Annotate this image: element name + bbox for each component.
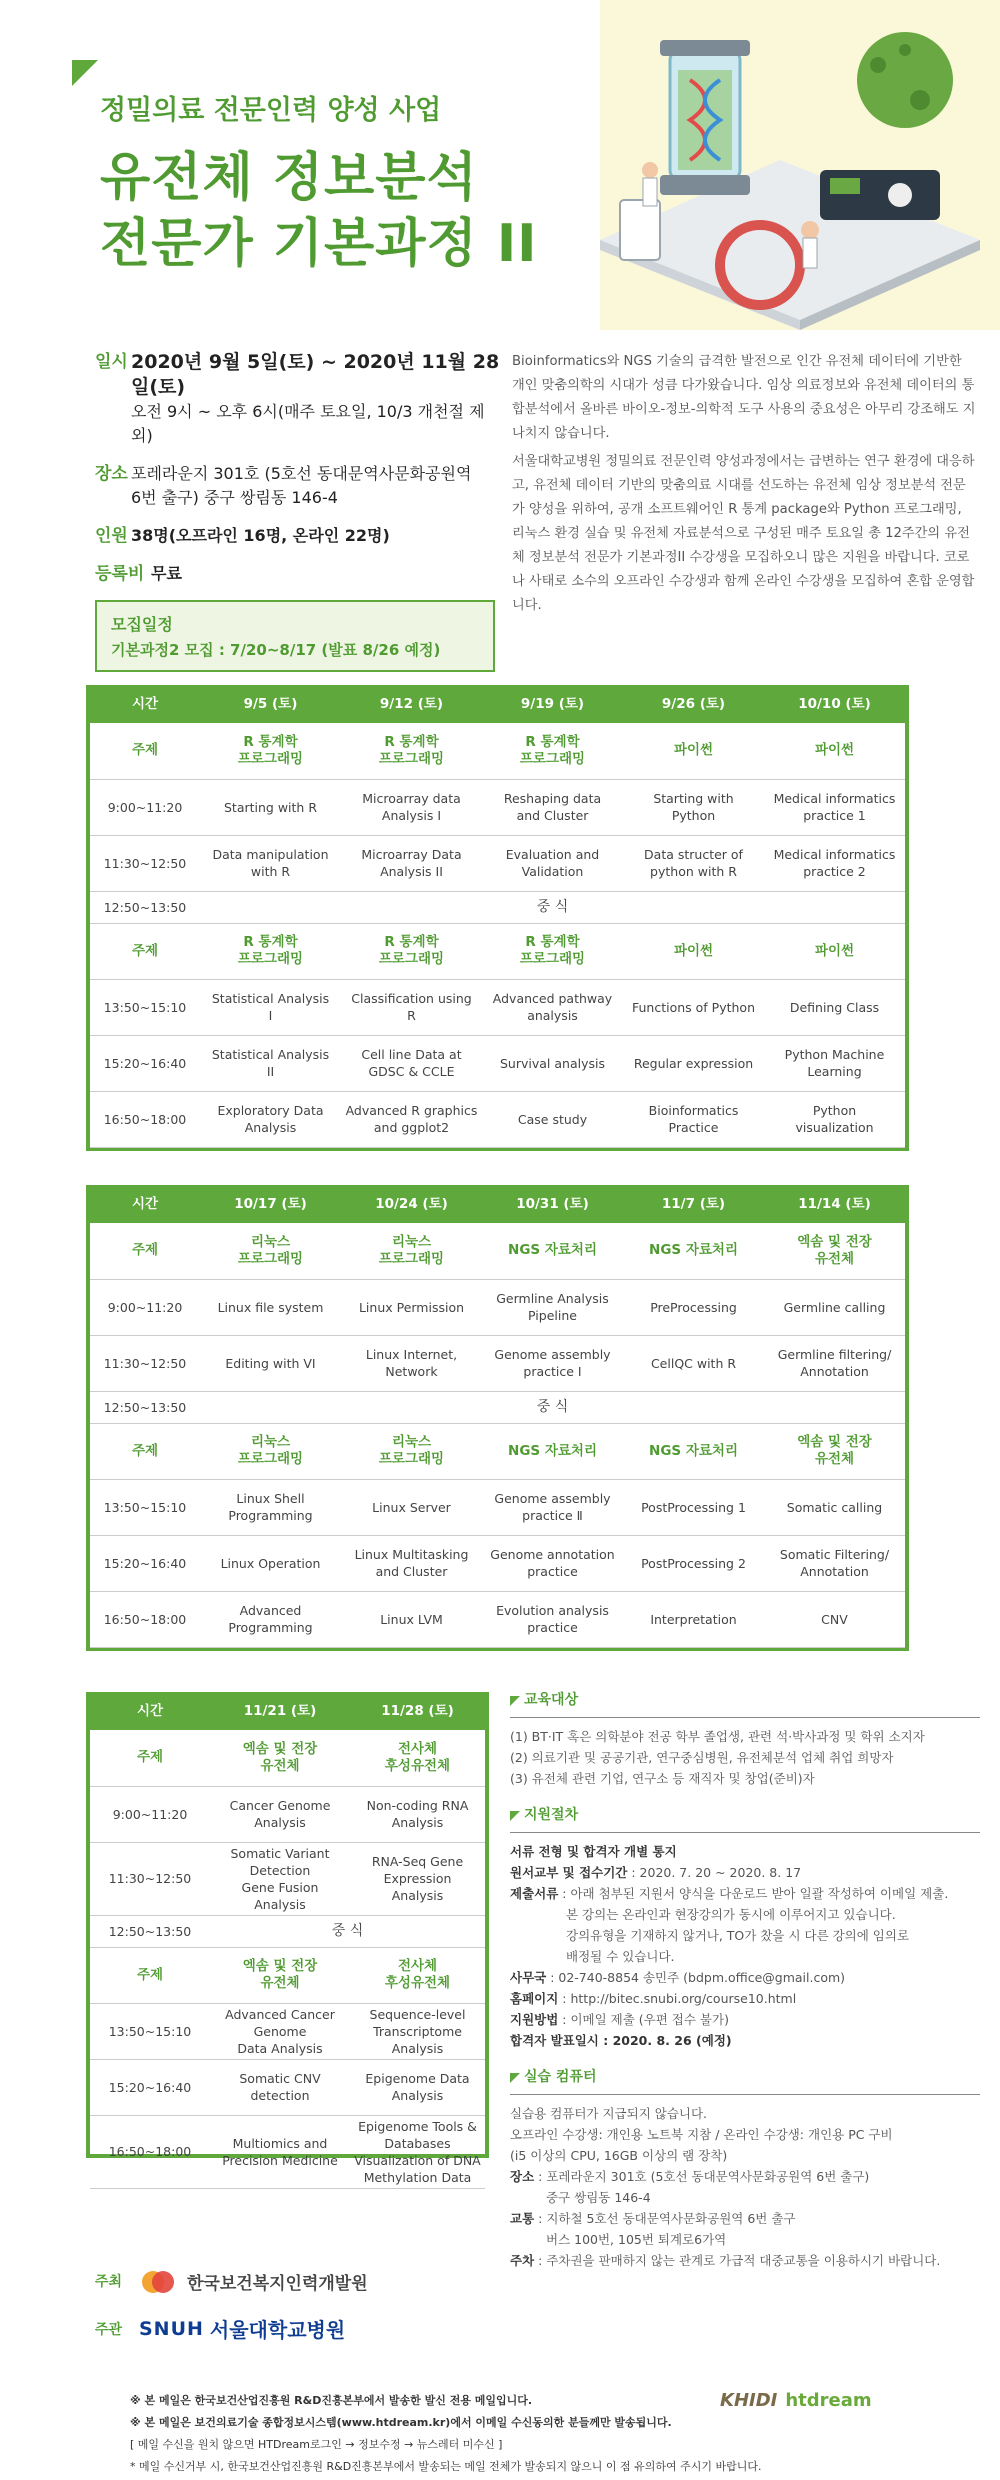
session-cell: Bioinformatics Practice	[623, 1091, 764, 1147]
apply-office: 사무국 : 02-740-8854 송민주 (bdpm.office@gmail.com)	[510, 1970, 846, 1985]
topic-cell: NGS 자료처리	[482, 1223, 623, 1279]
apply-method: 지원방법 : 이메일 제출 (우편 접수 불가)	[510, 2012, 729, 2027]
apply-heading	[510, 1805, 980, 1826]
info-place-label: 장소	[95, 464, 128, 484]
organizer-name: 서울대학교병원	[209, 2318, 346, 2342]
time-cell: 11:30~12:50	[90, 1335, 200, 1391]
host-name: 한국보건복지인력개발원	[187, 2273, 368, 2294]
session-cell: Microarray Data Analysis II	[341, 835, 482, 891]
session-cell: Python Machine Learning	[764, 1035, 905, 1091]
info-fee-value: 무료	[151, 564, 182, 583]
date-header: 10/10 (토)	[764, 685, 905, 723]
triangle-icon	[510, 2073, 520, 2083]
table-row	[90, 685, 905, 723]
topic-label: 주제	[90, 1947, 210, 2003]
divider	[510, 1832, 980, 1833]
time-cell: 9:00~11:20	[90, 1786, 210, 1842]
date-header: 11/28 (토)	[350, 1692, 485, 1730]
organizer-label: 주관	[95, 2321, 123, 2338]
session-cell: Data structer of python with R	[623, 835, 764, 891]
topic-cell: 파이썬	[764, 923, 905, 979]
session-cell: Cell line Data at GDSC & CCLE	[341, 1035, 482, 1091]
session-cell: Linux Shell Programming	[200, 1479, 341, 1535]
table-row	[90, 1035, 905, 1091]
info-date-label: 일시	[95, 352, 128, 372]
organizer-row	[95, 2314, 595, 2343]
topic-label: 주제	[90, 923, 200, 979]
session-cell: Classification using R	[341, 979, 482, 1035]
pc-heading	[510, 2067, 980, 2088]
pc-traffic-line: 버스 100번, 105번 퇴계로6가역	[546, 2232, 727, 2247]
session-cell: Advanced R graphics and ggplot2	[341, 1091, 482, 1147]
time-header: 시간	[90, 1692, 210, 1730]
lunch-cell: 중 식	[210, 1915, 485, 1947]
session-cell: Interpretation	[623, 1591, 764, 1647]
hero-title-line1: 유전체 정보분석	[100, 148, 478, 208]
course-info	[95, 350, 505, 672]
table-row	[90, 1842, 485, 1915]
topic-cell: R 통계학 프로그래밍	[341, 723, 482, 779]
homepage-link[interactable]: : http://bitec.snubi.org/course10.html	[558, 1991, 797, 2006]
apply-homepage: 홈페이지 : http://bitec.snubi.org/course10.html	[510, 1991, 797, 2006]
session-cell: Germline calling	[764, 1279, 905, 1335]
time-cell: 11:30~12:50	[90, 835, 200, 891]
khidi-logo: KHIDI	[720, 2390, 778, 2411]
pc-traffic: 교통 : 지하철 5호선 동대문역사문화공원역 6번 출구	[510, 2211, 796, 2226]
table-row	[90, 1591, 905, 1647]
session-cell: Python visualization	[764, 1091, 905, 1147]
session-cell: Linux Multitasking and Cluster	[341, 1535, 482, 1591]
session-cell: Sequence-level Transcriptome Analysis	[350, 2003, 485, 2059]
session-cell: Linux Permission	[341, 1279, 482, 1335]
intro-paragraph-1: Bioinformatics와 NGS 기술의 급격한 발전으로 인간 유전체 데이터에 기반한 개인 맞춤의학의 시대가 성큼 다가왔습니다. 임상 의료정보와 유전체 데이터의 통합분석에서 올바른 바이오-정보-의학적 도구 사용의 중요성은 아무리 강조해도 지나치지 않습니다.	[512, 354, 976, 441]
session-cell: Advanced Cancer Genome Data Analysis	[210, 2003, 350, 2059]
table-row	[90, 1479, 905, 1535]
time-cell: 9:00~11:20	[90, 1279, 200, 1335]
topic-cell: 엑솜 및 전장 유전체	[764, 1223, 905, 1279]
session-cell: Starting with R	[200, 779, 341, 835]
session-cell: Epigenome Tools & Databases Visualization of DNA Methylation Data	[350, 2115, 485, 2188]
topic-cell: 엑솜 및 전장 유전체	[210, 1730, 350, 1786]
time-cell: 15:20~16:40	[90, 1035, 200, 1091]
info-place	[95, 462, 505, 510]
pc-place: 장소 : 포레라운지 301호 (5호선 동대문역사문화공원역 6번 출구)	[510, 2169, 870, 2184]
host-row	[95, 2266, 595, 2296]
session-cell: Linux Server	[341, 1479, 482, 1535]
table-row	[90, 1391, 905, 1423]
table-row	[90, 1279, 905, 1335]
topic-cell: 리눅스 프로그래밍	[341, 1223, 482, 1279]
session-cell: Survival analysis	[482, 1035, 623, 1091]
table-row	[90, 835, 905, 891]
table-row	[90, 723, 905, 779]
info-date	[95, 350, 505, 448]
session-cell: Evaluation and Validation	[482, 835, 623, 891]
session-cell: Regular expression	[623, 1035, 764, 1091]
table-row	[90, 2003, 485, 2059]
session-cell: Somatic Variant Detection Gene Fusion Analysis	[210, 1842, 350, 1915]
footer-line: * 메일 수신거부 시, 한국보건산업진흥원 R&D진흥본부에서 발송되는 메일 전체가 발송되지 않으니 이 점 유의하여 주시기 바랍니다.	[130, 2460, 762, 2473]
session-cell: Reshaping data and Cluster	[482, 779, 623, 835]
session-cell: Linux file system	[200, 1279, 341, 1335]
time-cell: 11:30~12:50	[90, 1842, 210, 1915]
apply-period: 원서교부 및 접수기간 : 2020. 7. 20 ~ 2020. 8. 17	[510, 1865, 802, 1880]
session-cell: Advanced pathway analysis	[482, 979, 623, 1035]
target-title: 교육대상	[524, 1692, 579, 1708]
topic-label: 주제	[90, 723, 200, 779]
recruit-box	[95, 600, 495, 672]
hero-title	[100, 145, 538, 277]
session-cell: Somatic Filtering/ Annotation	[764, 1535, 905, 1591]
recruit-text: 기본과정2 모집 : 7/20~8/17 (발표 8/26 예정)	[111, 641, 441, 659]
session-cell: Defining Class	[764, 979, 905, 1035]
topic-cell: R 통계학 프로그래밍	[341, 923, 482, 979]
session-cell: Advanced Programming	[200, 1591, 341, 1647]
topic-label: 주제	[90, 1223, 200, 1279]
table-row	[90, 2115, 485, 2188]
target-item: (2) 의료기관 및 공공기관, 연구중심병원, 유전체분석 업체 취업 희망자	[510, 1750, 894, 1765]
topic-cell: 파이썬	[764, 723, 905, 779]
hero-section	[0, 0, 1000, 330]
sidebar-info	[510, 1690, 980, 2287]
pc-line: (i5 이상의 CPU, 16GB 이상의 램 장착)	[510, 2148, 728, 2163]
time-cell: 13:50~15:10	[90, 2003, 210, 2059]
schedule-table	[90, 685, 905, 1148]
topic-cell: 파이썬	[623, 923, 764, 979]
session-cell: Genome annotation practice	[482, 1535, 623, 1591]
triangle-icon	[510, 1696, 520, 1706]
topic-label: 주제	[90, 1423, 200, 1479]
pc-line: 실습용 컴퓨터가 지급되지 않습니다.	[510, 2106, 708, 2121]
session-cell: Data manipulation with R	[200, 835, 341, 891]
table-row	[90, 1947, 485, 2003]
table-row	[90, 1915, 485, 1947]
session-cell: Exploratory Data Analysis	[200, 1091, 341, 1147]
topic-cell: 엑솜 및 전장 유전체	[764, 1423, 905, 1479]
snuh-logo: SNUH	[139, 2317, 204, 2340]
organizers	[95, 2266, 595, 2361]
info-fee	[95, 562, 505, 586]
session-cell: Medical informatics practice 1	[764, 779, 905, 835]
time-cell: 12:50~13:50	[90, 1391, 200, 1423]
time-cell: 13:50~15:10	[90, 1479, 200, 1535]
table-row	[90, 1692, 485, 1730]
topic-cell: R 통계학 프로그래밍	[200, 723, 341, 779]
info-date-sub: 오전 9시 ~ 오후 6시(매주 토요일, 10/3 개천절 제외)	[131, 402, 485, 445]
topic-cell: NGS 자료처리	[623, 1423, 764, 1479]
table-row	[90, 1335, 905, 1391]
session-cell: PreProcessing	[623, 1279, 764, 1335]
session-cell: Starting with Python	[623, 779, 764, 835]
apply-list	[510, 1841, 980, 2051]
intro-paragraph-2: 서울대학교병원 정밀의료 전문인력 양성과정에서는 급변하는 연구 환경에 대응하고, 유전체 데이터 기반의 맞춤의료 시대를 선도하는 유전체 임상 정보분석 전문가 양성을 위하여, 공개 소프트웨어인 R 통계 package와 Python 프로그래밍, 리눅스 환경 실습 및 유전체 자료분석으로 구성된 매주 토요일 총 12주간의 유전체 정보분석 전문가 기본과정II 수강생을 모집하오니 많은 지원을 바랍니다. 코로나 사태로 소수의 오프라인 수강생과 함께 온라인 수강생을 모집하여 혼합 운영합니다.	[512, 454, 975, 613]
lunch-cell: 중 식	[200, 891, 905, 923]
pc-place-line: 중구 쌍림동 146-4	[546, 2190, 651, 2205]
topic-cell: 파이썬	[623, 723, 764, 779]
target-heading	[510, 1690, 980, 1711]
time-cell: 12:50~13:50	[90, 1915, 210, 1947]
session-cell: Statistical Analysis II	[200, 1035, 341, 1091]
time-cell: 15:20~16:40	[90, 1535, 200, 1591]
session-cell: Functions of Python	[623, 979, 764, 1035]
topic-cell: NGS 자료처리	[482, 1423, 623, 1479]
host-label: 주최	[95, 2274, 123, 2290]
apply-docs-line: 강의유형을 기재하지 않거나, TO가 찼을 시 다른 강의에 임의로	[566, 1928, 910, 1943]
topic-cell: R 통계학 프로그래밍	[482, 723, 623, 779]
date-header: 10/24 (토)	[341, 1185, 482, 1223]
session-cell: Germline filtering/ Annotation	[764, 1335, 905, 1391]
pc-title: 실습 컴퓨터	[524, 2069, 597, 2085]
info-place-value: 포레라운지 301호 (5호선 동대문역사문화공원역	[131, 464, 472, 483]
session-cell: RNA-Seq Gene Expression Analysis	[350, 1842, 485, 1915]
table-row	[90, 1223, 905, 1279]
table-row	[90, 1423, 905, 1479]
info-fee-label: 등록비	[95, 564, 145, 584]
date-header: 9/19 (토)	[482, 685, 623, 723]
divider	[510, 2094, 980, 2095]
hero-subtitle: 정밀의료 전문인력 양성 사업	[100, 95, 442, 126]
session-cell: Linux LVM	[341, 1591, 482, 1647]
topic-cell: R 통계학 프로그래밍	[482, 923, 623, 979]
session-cell: Statistical Analysis I	[200, 979, 341, 1035]
info-people	[95, 524, 505, 548]
table-row	[90, 779, 905, 835]
date-header: 9/12 (토)	[341, 685, 482, 723]
table-row	[90, 2059, 485, 2115]
apply-title: 지원절차	[524, 1807, 579, 1823]
session-cell: Microarray data Analysis I	[341, 779, 482, 835]
triangle-icon	[510, 1811, 520, 1821]
topic-cell: 전사체 후성유전체	[350, 1947, 485, 2003]
footer-line: ※ 본 메일은 보건의료기술 종합정보시스템(www.htdream.kr)에서 이메일 수신동의한 분들께만 발송됩니다.	[130, 2416, 672, 2429]
footer-logos	[720, 2390, 872, 2411]
table-row	[90, 1185, 905, 1223]
schedule-table	[90, 1185, 905, 1648]
session-cell: Linux Internet, Network	[341, 1335, 482, 1391]
footer-line: ※ 본 메일은 한국보건산업진흥원 R&D진흥본부에서 발송한 발신 전용 메일입니다.	[130, 2394, 533, 2407]
table-row	[90, 891, 905, 923]
session-cell: Cancer Genome Analysis	[210, 1786, 350, 1842]
apply-docs: 제출서류 : 아래 첨부된 지원서 양식을 다운로드 받아 일괄 작성하여 이메일 제출.	[510, 1886, 949, 1901]
recruit-title: 모집일정	[111, 615, 173, 634]
topic-cell: 전사체 후성유전체	[350, 1730, 485, 1786]
apply-result: 합격자 발표일시 : 2020. 8. 26 (예정)	[510, 2033, 732, 2048]
session-cell: CNV	[764, 1591, 905, 1647]
time-cell: 12:50~13:50	[90, 891, 200, 923]
time-cell: 16:50~18:00	[90, 1591, 200, 1647]
table-row	[90, 1091, 905, 1147]
table-row	[90, 923, 905, 979]
apply-docs-line: 배정될 수 있습니다.	[566, 1949, 675, 1964]
topic-cell: R 통계학 프로그래밍	[200, 923, 341, 979]
target-item: (3) 유전체 관련 기업, 연구소 등 재직자 및 창업(준비)자	[510, 1771, 815, 1786]
date-header: 9/5 (토)	[200, 685, 341, 723]
divider	[510, 1717, 980, 1718]
session-cell: Somatic calling	[764, 1479, 905, 1535]
info-people-label: 인원	[95, 526, 128, 546]
topic-cell: 리눅스 프로그래밍	[200, 1223, 341, 1279]
pc-line: 오프라인 수강생: 개인용 노트북 지참 / 온라인 수강생: 개인용 PC 구비	[510, 2127, 893, 2142]
schedule-table	[90, 1692, 485, 2189]
session-cell: Linux Operation	[200, 1535, 341, 1591]
lab-illustration	[560, 10, 1000, 330]
session-cell: Genome assembly practice Ⅱ	[482, 1479, 623, 1535]
target-list	[510, 1726, 980, 1789]
time-header: 시간	[90, 1185, 200, 1223]
target-item: (1) BT·IT 혹은 의학분야 전공 학부 졸업생, 관련 석·박사과정 및 학위 소지자	[510, 1729, 925, 1744]
pc-list	[510, 2103, 980, 2271]
session-cell: Germline Analysis Pipeline	[482, 1279, 623, 1335]
topic-label: 주제	[90, 1730, 210, 1786]
topic-cell: NGS 자료처리	[623, 1223, 764, 1279]
date-header: 11/21 (토)	[210, 1692, 350, 1730]
htdream-logo: htdream	[785, 2390, 872, 2411]
date-header: 10/17 (토)	[200, 1185, 341, 1223]
session-cell: Medical informatics practice 2	[764, 835, 905, 891]
date-header: 11/7 (토)	[623, 1185, 764, 1223]
apply-docs-line: 본 강의는 온라인과 현장강의가 동시에 이루어지고 있습니다.	[566, 1907, 896, 1922]
session-cell: Multiomics and Precision Medicine	[210, 2115, 350, 2188]
session-cell: Non-coding RNA Analysis	[350, 1786, 485, 1842]
pc-parking: 주차 : 주차권을 판매하지 않는 관계로 가급적 대중교통을 이용하시기 바랍니다.	[510, 2253, 941, 2268]
session-cell: PostProcessing 1	[623, 1479, 764, 1535]
date-header: 11/14 (토)	[764, 1185, 905, 1223]
footer-line: [ 메일 수신을 원치 않으면 HTDream로그인 → 정보수정 → 뉴스레터 미수신 ]	[130, 2438, 503, 2451]
accent-triangle-icon	[72, 60, 98, 86]
time-cell: 15:20~16:40	[90, 2059, 210, 2115]
intro-text	[512, 350, 977, 622]
apply-head: 서류 전형 및 합격자 개별 통지	[510, 1844, 677, 1859]
time-cell: 9:00~11:20	[90, 779, 200, 835]
session-cell: PostProcessing 2	[623, 1535, 764, 1591]
time-cell: 16:50~18:00	[90, 2115, 210, 2188]
session-cell: CellQC with R	[623, 1335, 764, 1391]
date-header: 10/31 (토)	[482, 1185, 623, 1223]
topic-cell: 엑솜 및 전장 유전체	[210, 1947, 350, 2003]
session-cell: Evolution analysis practice	[482, 1591, 623, 1647]
table-row	[90, 1786, 485, 1842]
khidi-logo-icon	[139, 2266, 179, 2296]
time-cell: 13:50~15:10	[90, 979, 200, 1035]
time-header: 시간	[90, 685, 200, 723]
hero-title-line2: 전문가 기본과정 II	[100, 214, 538, 274]
topic-cell: 리눅스 프로그래밍	[341, 1423, 482, 1479]
lunch-cell: 중 식	[200, 1391, 905, 1423]
date-header: 9/26 (토)	[623, 685, 764, 723]
table-row	[90, 979, 905, 1035]
session-cell: Epigenome Data Analysis	[350, 2059, 485, 2115]
info-place-sub: 6번 출구) 중구 쌍림동 146-4	[131, 488, 338, 507]
session-cell: Case study	[482, 1091, 623, 1147]
table-row	[90, 1535, 905, 1591]
table-row	[90, 1730, 485, 1786]
session-cell: Somatic CNV detection	[210, 2059, 350, 2115]
session-cell: Editing with VI	[200, 1335, 341, 1391]
time-cell: 16:50~18:00	[90, 1091, 200, 1147]
info-people-value: 38명(오프라인 16명, 온라인 22명)	[131, 526, 390, 545]
session-cell: Genome assembly practice Ⅰ	[482, 1335, 623, 1391]
info-date-value: 2020년 9월 5일(토) ~ 2020년 11월 28일(토)	[131, 351, 500, 398]
topic-cell: 리눅스 프로그래밍	[200, 1423, 341, 1479]
